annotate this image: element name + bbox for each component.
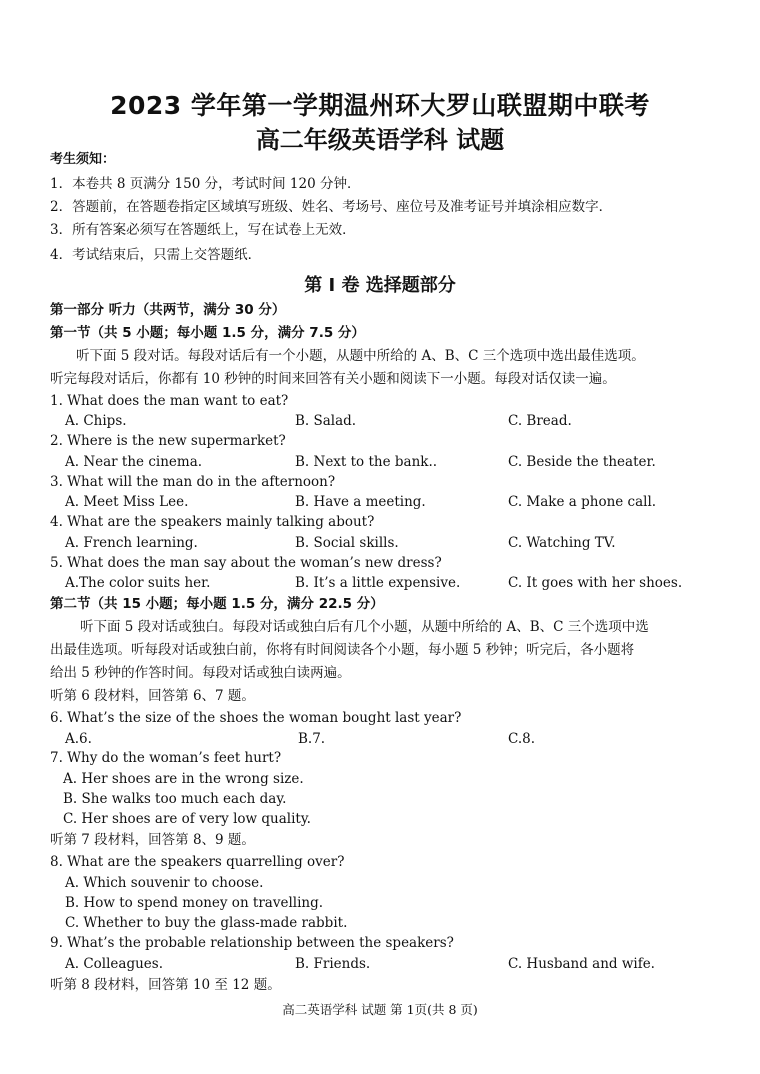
material-note: 听第 7 段材料，回答第 8、9 题。 xyxy=(50,832,255,848)
notice-item: 2．答题前，在答题卷指定区域填写班级、姓名、考场号、座位号及准考证号并填涂相应数字． xyxy=(50,199,613,215)
option-c: C. It goes with her shoes. xyxy=(508,575,683,591)
question-text: 4. What are the speakers mainly talking about? xyxy=(50,514,375,530)
option-b: B. Social skills. xyxy=(295,535,399,551)
sec1-instruction: 听下面 5 段对话。每段对话后有一个小题，从题中所给的 A、B、C 三个选项中选出最佳选项。 xyxy=(76,348,645,364)
option-c: C. Bread. xyxy=(508,413,572,429)
page-footer: 高二英语学科 试题 第 1页(共 8 页) xyxy=(282,1002,478,1017)
option-c: C. Beside the theater. xyxy=(508,454,656,470)
notice-item: 1．本卷共 8 页满分 150 分，考试时间 120 分钟． xyxy=(50,176,361,192)
option-b: B.7. xyxy=(298,731,326,747)
option-b: B. Have a meeting. xyxy=(295,494,426,510)
sec2-instruction: 听下面 5 段对话或独白。每段对话或独白后有几个小题，从题中所给的 A、B、C 三个选项中选 xyxy=(80,619,649,635)
sec2-instruction: 出最佳选项。听每段对话或独白前，你将有时间阅读各个小题，每小题 5 秒钟；听完后，各小题将 xyxy=(50,642,635,658)
option-c: C. Husband and wife. xyxy=(508,956,655,972)
material-note: 听第 8 段材料，回答第 10 至 12 题。 xyxy=(50,977,281,993)
option-b: B. Friends. xyxy=(295,956,371,972)
question-text: 9. What’s the probable relationship between the speakers? xyxy=(50,935,454,951)
option-a: A. Colleagues. xyxy=(65,956,164,972)
question-text: 2. Where is the new supermarket? xyxy=(50,433,286,449)
option-c: C. Her shoes are of very low quality. xyxy=(63,811,311,827)
notice-heading: 考生须知： xyxy=(50,152,116,167)
sec1-heading: 第一节（共 5 小题；每小题 1.5 分，满分 7.5 分） xyxy=(50,325,365,341)
section-title: 第 I 卷 选择题部分 xyxy=(304,275,456,296)
option-a: A.6. xyxy=(65,731,92,747)
option-a: A. Near the cinema. xyxy=(65,454,203,470)
option-a: A. Meet Miss Lee. xyxy=(65,494,189,510)
option-b: B. Salad. xyxy=(295,413,357,429)
part1-heading: 第一部分 听力（共两节，满分 30 分） xyxy=(50,302,286,318)
sec1-instruction: 听完每段对话后，你都有 10 秒钟的时间来回答有关小题和阅读下一小题。每段对话仅读一遍。 xyxy=(50,371,616,387)
option-c: C.8. xyxy=(508,731,536,747)
option-a: A. French learning. xyxy=(65,535,198,551)
exam-subtitle: 高二年级英语学科 试题 xyxy=(255,126,505,154)
exam-title: 2023 学年第一学期温州环大罗山联盟期中联考 xyxy=(110,91,650,120)
option-b: B. How to spend money on travelling. xyxy=(65,895,324,911)
question-text: 7. Why do the woman’s feet hurt? xyxy=(50,750,282,766)
material-note: 听第 6 段材料，回答第 6、7 题。 xyxy=(50,688,255,704)
option-c: C. Watching TV. xyxy=(508,535,616,551)
question-text: 8. What are the speakers quarrelling over? xyxy=(50,854,345,870)
sec2-heading: 第二节（共 15 小题；每小题 1.5 分，满分 22.5 分） xyxy=(50,596,384,612)
option-a: A. Which souvenir to choose. xyxy=(65,875,264,891)
option-b: B. Next to the bank.. xyxy=(295,454,438,470)
option-c: C. Whether to buy the glass-made rabbit. xyxy=(65,915,348,931)
question-text: 5. What does the man say about the woman’s new dress? xyxy=(50,555,442,571)
notice-item: 4．考试结束后，只需上交答题纸． xyxy=(50,247,262,263)
option-a: A. Chips. xyxy=(65,413,127,429)
sec2-instruction: 给出 5 秒钟的作答时间。每段对话或独白读两遍。 xyxy=(50,665,351,681)
option-b: B. She walks too much each day. xyxy=(63,791,287,807)
option-c: C. Make a phone call. xyxy=(508,494,657,510)
option-a: A.The color suits her. xyxy=(65,575,211,591)
question-text: 6. What’s the size of the shoes the woman bought last year? xyxy=(50,710,462,726)
notice-item: 3．所有答案必须写在答题纸上，写在试卷上无效． xyxy=(50,222,356,238)
question-text: 3. What will the man do in the afternoon? xyxy=(50,474,336,490)
question-text: 1. What does the man want to eat? xyxy=(50,393,289,409)
option-a: A. Her shoes are in the wrong size. xyxy=(63,771,304,787)
option-b: B. It’s a little expensive. xyxy=(295,575,461,591)
